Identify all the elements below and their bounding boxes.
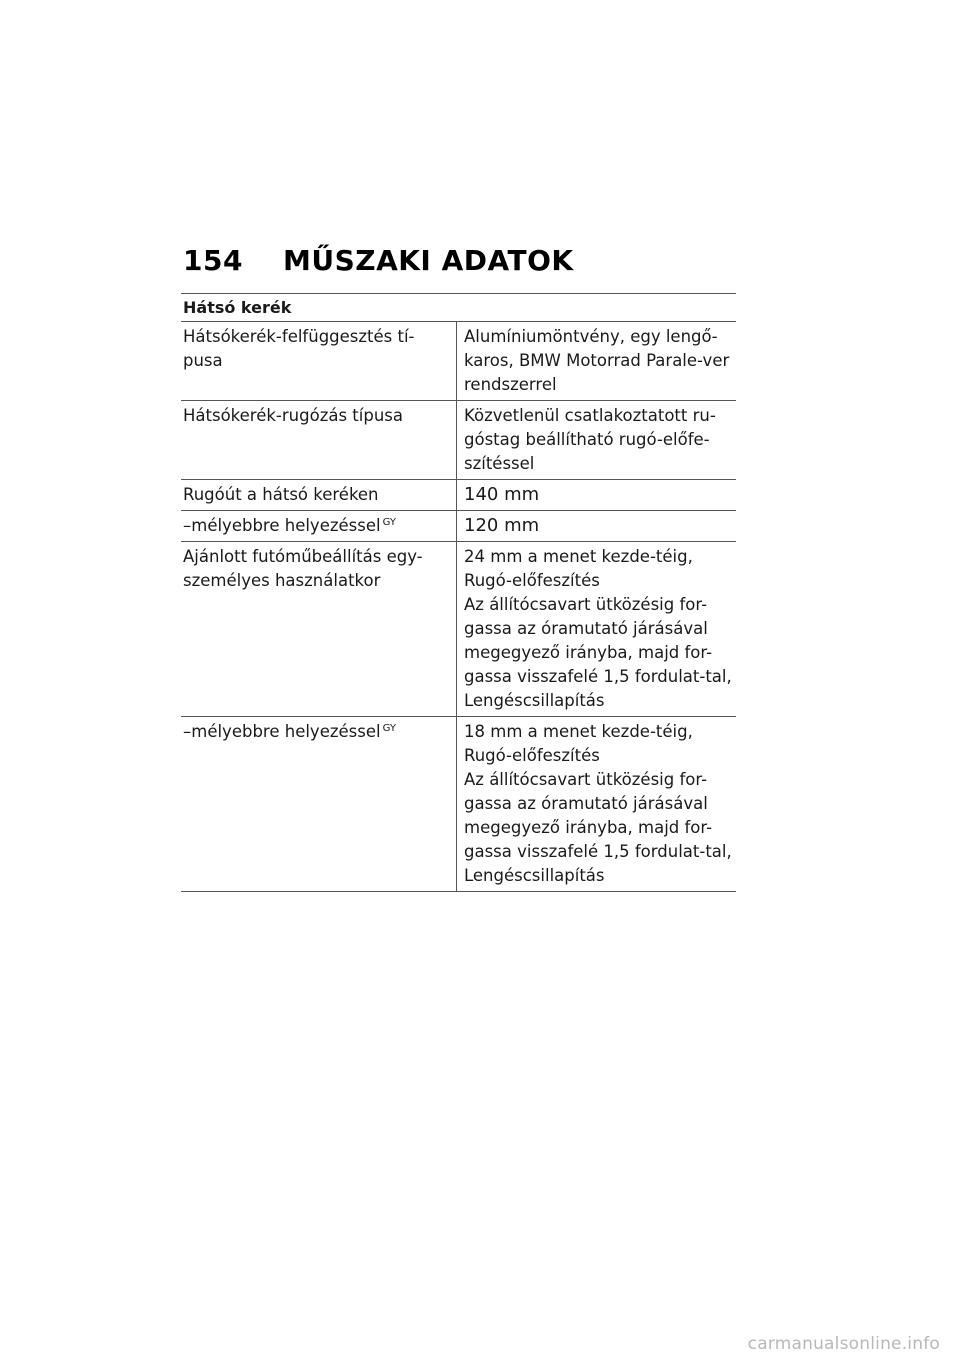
spec-label-text: Rugóút a hátsó keréken [183,485,379,504]
spec-label-superscript: GY [382,722,396,734]
spec-value [457,511,736,541]
spec-table [181,293,736,892]
watermark: carmanualsonline.info [747,1334,940,1354]
spec-value-extra: Az állítócsavart ütközésig for-gassa az óramutató járásával megegyező irányba, majd for-gassa visszafelé 1,5 fordulat-tal, Lengéscsillapítás [464,770,732,885]
spec-label-text: Hátsókerék-rugózás típusa [183,406,403,425]
spec-label [181,717,457,891]
spec-value [457,401,736,479]
spec-label-text: –mélyebbre helyezéssel [183,722,381,741]
table-row [181,322,736,401]
spec-label [181,542,457,716]
spec-label [181,511,457,541]
spec-value-text: 18 mm a menet kezde-téig, Rugó-előfeszítés [464,722,693,765]
spec-label [181,322,457,400]
spec-value [457,717,736,891]
spec-value-text: Közvetlenül csatlakoztatott ru-góstag beállítható rugó-előfe-szítéssel [464,406,716,473]
spec-value-text: 24 mm a menet kezde-téig, Rugó-előfeszítés [464,547,693,590]
spec-value-text: Alumíniumöntvény, egy lengő-karos, BMW Motorrad Parale-ver rendszerrel [464,327,730,394]
spec-value [457,322,736,400]
spec-value [457,542,736,716]
spec-value-text: 140 mm [464,484,540,505]
table-row [181,480,736,511]
spec-label-text: Ajánlott futóműbeállítás egy-személyes használatkor [183,547,423,590]
spec-label-superscript: GY [382,516,396,528]
table-row [181,542,736,717]
table-row [181,717,736,892]
section-heading: Hátsó kerék [181,294,736,322]
table-row [181,401,736,480]
spec-label-text: Hátsókerék-felfüggesztés tí-pusa [183,327,415,370]
page-number: 154 [183,244,243,277]
table-row [181,511,736,542]
spec-value-extra: Az állítócsavart ütközésig for-gassa az óramutató járásával megegyező irányba, majd for-gassa visszafelé 1,5 fordulat-tal, Lengéscsillapítás [464,595,732,710]
spec-label-text: –mélyebbre helyezéssel [183,516,381,535]
page-title: MŰSZAKI ADATOK [283,244,574,277]
spec-value [457,480,736,510]
spec-value-text: 120 mm [464,515,540,536]
page-header [183,244,574,280]
spec-label [181,401,457,479]
spec-label [181,480,457,510]
